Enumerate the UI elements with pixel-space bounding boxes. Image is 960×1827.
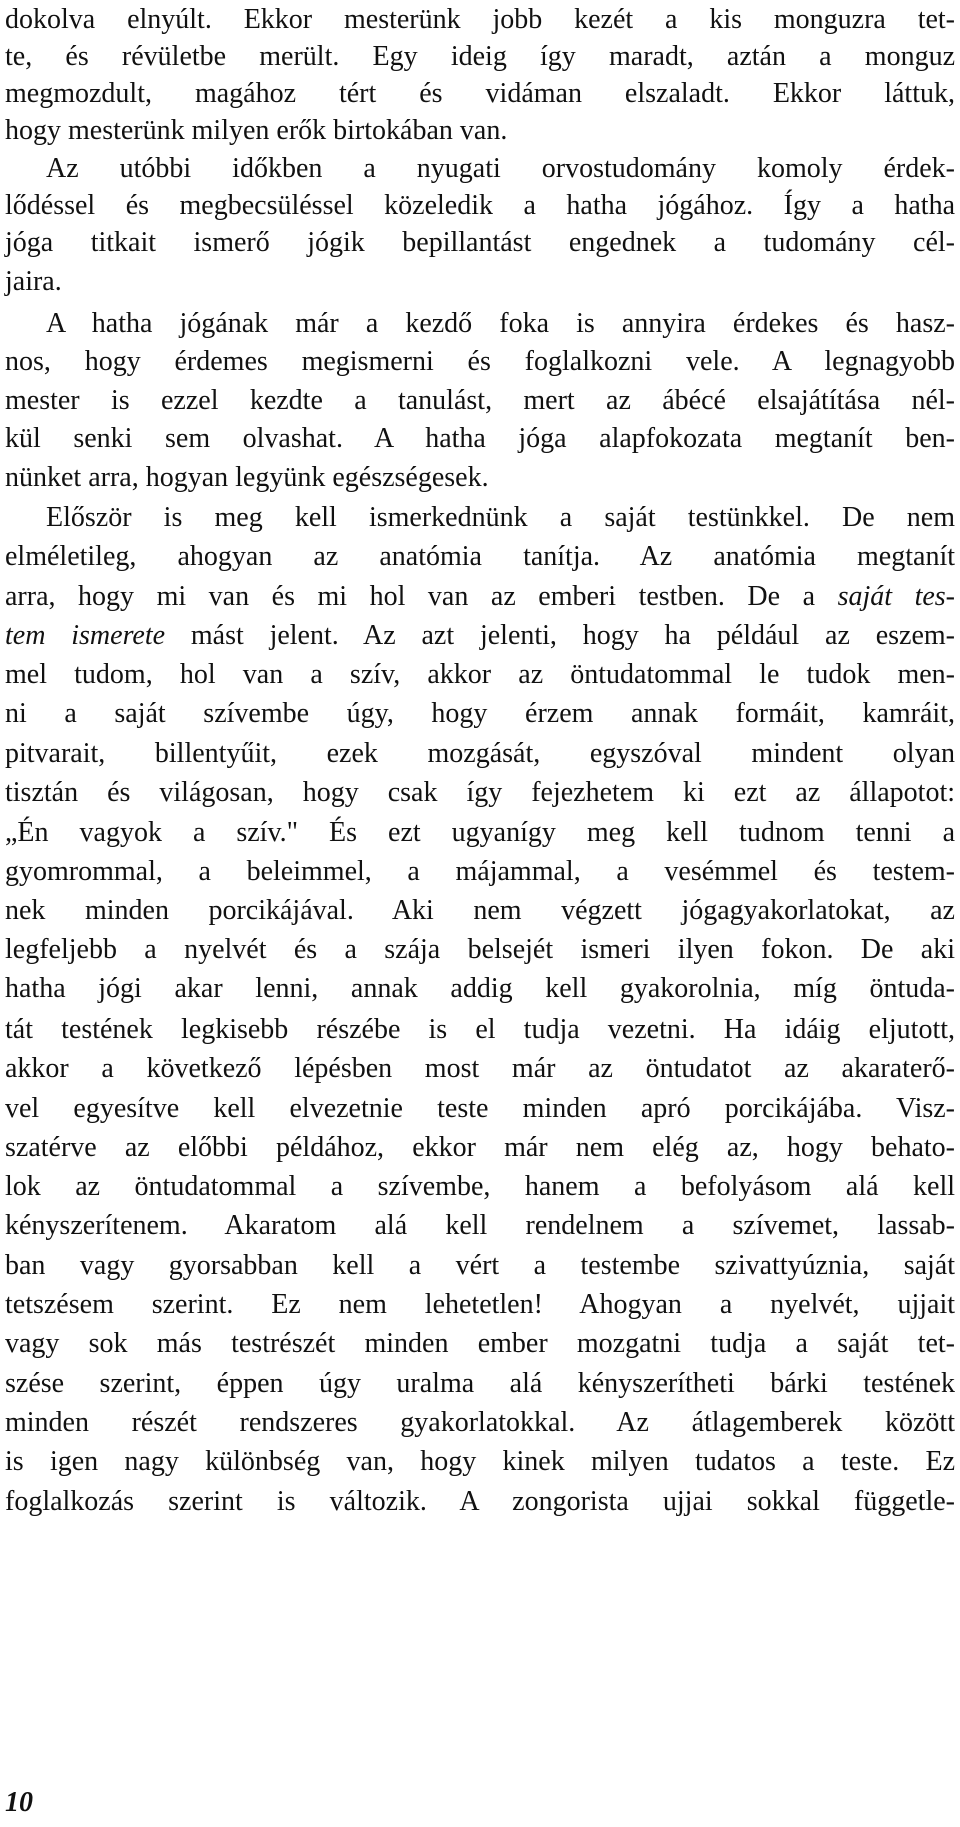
text-line: minden részét rendszeres gyakorlatokkal. Az átlagemberek között xyxy=(5,1407,955,1438)
text-line: Először is meg kell ismerkednünk a saját testünkkel. De nem xyxy=(46,502,955,533)
text-line: tetszésem szerint. Ez nem lehetetlen! Ahogyan a nyelvét, ujjait xyxy=(5,1289,955,1320)
text-line: kül senki sem olvashat. A hatha jóga alapfokozata megtanít ben- xyxy=(5,423,955,454)
text-line: szése szerint, éppen úgy uralma alá kényszerítheti bárki testének xyxy=(5,1368,955,1399)
text-line: lődéssel és megbecsüléssel közeledik a hatha jógához. Így a hatha xyxy=(5,190,955,221)
text-line: nos, hogy érdemes megismerni és foglalkozni vele. A legnagyobb xyxy=(5,346,955,377)
text-line: legfeljebb a nyelvét és a szája belsejét ismeri ilyen fokon. De aki xyxy=(5,934,955,965)
text-line: vel egyesítve kell elvezetnie teste minden apró porcikájába. Visz- xyxy=(5,1093,955,1124)
text-line: pitvarait, billentyűit, ezek mozgását, egyszóval mindent olyan xyxy=(5,738,955,769)
italic-text-run: saját tes- xyxy=(837,581,955,612)
text-line: Az utóbbi időkben a nyugati orvostudomány komoly érdek- xyxy=(46,153,955,184)
text-line: hogy mesterünk milyen erők birtokában van. xyxy=(5,115,508,146)
text-line: tát testének legkisebb részébe is el tudja vezetni. Ha idáig eljutott, xyxy=(5,1014,955,1045)
text-line: szatérve az előbbi példához, ekkor már nem elég az, hogy behato- xyxy=(5,1132,955,1163)
text-run: arra, hogy mi van és mi hol van az emberi testben. De a xyxy=(5,581,838,612)
text-line: hatha jógi akar lenni, annak addig kell gyakorolnia, míg öntuda- xyxy=(5,973,955,1004)
text-line: nek minden porcikájával. Aki nem végzett jógagyakorlatokat, az xyxy=(5,895,955,926)
text-line: gyomrommal, a beleimmel, a májammal, a vesémmel és testem- xyxy=(5,856,955,887)
text-line: megmozdult, magához tért és vidáman elszaladt. Ekkor láttuk, xyxy=(5,78,955,109)
text-line: nünket arra, hogyan legyünk egészségesek. xyxy=(5,462,489,493)
italic-text-run: tem ismerete xyxy=(5,620,166,651)
page-number: 10 xyxy=(5,1787,33,1818)
text-line: kényszerítenem. Akaratom alá kell rendelnem a szívemet, lassab- xyxy=(5,1210,955,1241)
text-line: tisztán és világosan, hogy csak így fejezhetem ki ezt az állapotot: xyxy=(5,777,955,808)
text-line xyxy=(5,577,955,617)
text-line: mel tudom, hol van a szív, akkor az öntudatommal le tudok men- xyxy=(5,659,955,690)
text-line: vagy sok más testrészét minden ember mozgatni tudja a saját tet- xyxy=(5,1328,955,1359)
text-line: lok az öntudatommal a szívembe, hanem a befolyásom alá kell xyxy=(5,1171,955,1202)
text-line: te, és révületbe merült. Egy ideig így maradt, aztán a monguz xyxy=(5,41,955,72)
text-line: mester is ezzel kezdte a tanulást, mert az ábécé elsajátítása nél- xyxy=(5,385,955,416)
text-line: jaira. xyxy=(5,266,62,297)
text-line: dokolva elnyúlt. Ekkor mesterünk jobb kezét a kis monguzra tet- xyxy=(5,4,955,35)
text-line: jóga titkait ismerő jógik bepillantást engednek a tudomány cél- xyxy=(5,227,955,258)
text-line: A hatha jógának már a kezdő foka is annyira érdekes és hasz- xyxy=(46,308,955,339)
text-line: foglalkozás szerint is változik. A zongorista ujjai sokkal függetle- xyxy=(5,1486,955,1517)
text-line xyxy=(5,616,955,656)
text-line: „Én vagyok a szív." És ezt ugyanígy meg kell tudnom tenni a xyxy=(5,817,955,848)
text-line: elméletileg, ahogyan az anatómia tanítja. Az anatómia megtanít xyxy=(5,541,955,572)
text-run: mást jelent. Az azt jelenti, hogy ha például az eszem- xyxy=(165,620,955,651)
text-line: akkor a következő lépésben most már az öntudatot az akaraterő- xyxy=(5,1053,955,1084)
text-line: is igen nagy különbség van, hogy kinek milyen tudatos a teste. Ez xyxy=(5,1446,955,1477)
text-line: ni a saját szívembe úgy, hogy érzem annak formáit, kamráit, xyxy=(5,698,955,729)
text-line: ban vagy gyorsabban kell a vért a testembe szivattyúznia, saját xyxy=(5,1250,955,1281)
